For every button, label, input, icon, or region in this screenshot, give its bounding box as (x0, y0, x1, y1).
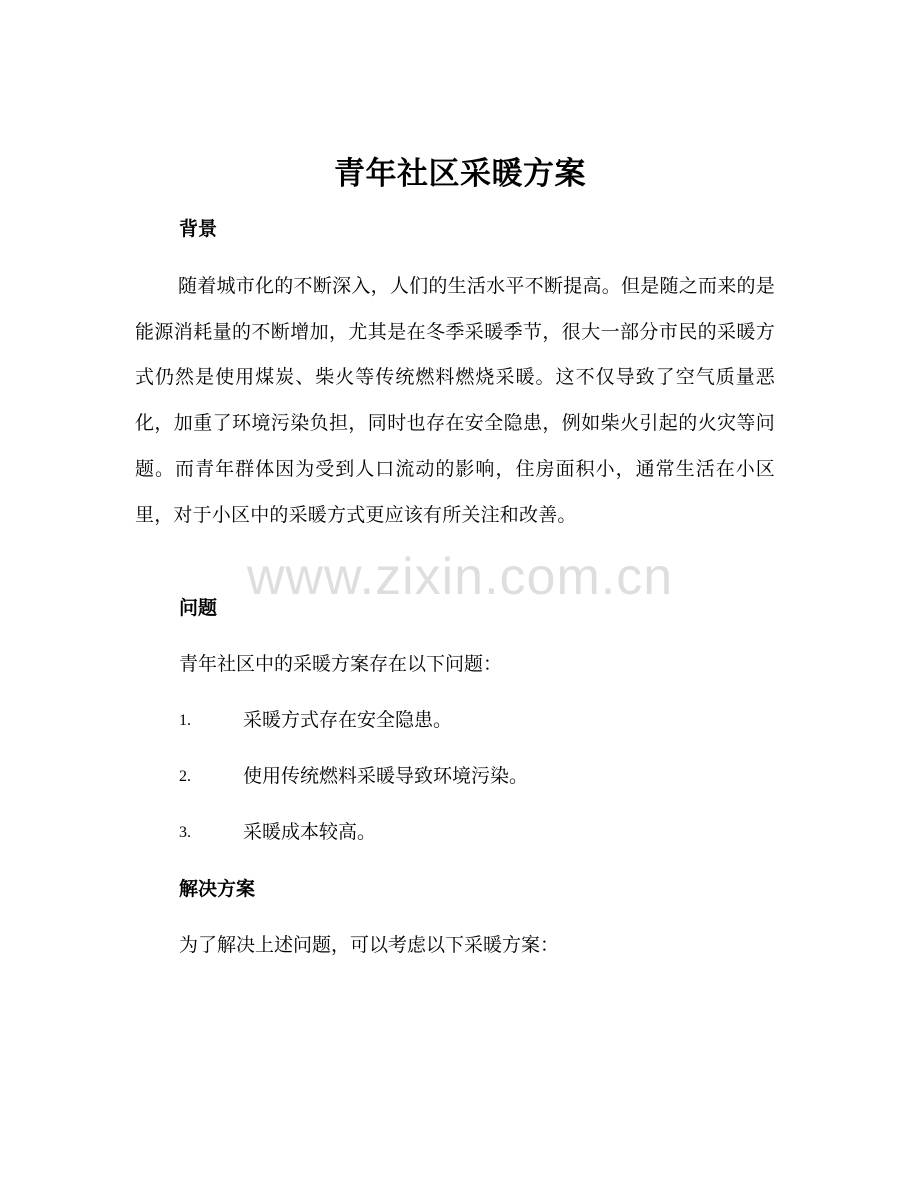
list-item-text: 采暖方式存在安全隐患。 (243, 709, 453, 731)
document-title: 青年社区采暖方案 (334, 156, 586, 192)
section-heading-background: 背景 (179, 218, 218, 240)
background-paragraph: 随着城市化的不断深入，人们的生活水平不断提高。但是随之而来的是能源消耗量的不断增加，尤其是在冬季采暖季节，很大一部分市民的采暖方式仍然是使用煤炭、柴火等传统燃料燃烧采暖。这不仅导致了空气质量恶化，加重了环境污染负担，同时也存在安全隐患，例如柴火引起的火灾等问题。而青年群体因为受到人口流动的影响，住房面积小，通常生活在小区里，对于小区中的采暖方式更应该有所关注和改善。 (135, 275, 775, 526)
section-heading-solution: 解决方案 (179, 878, 256, 900)
section-heading-problems: 问题 (179, 597, 218, 619)
list-item-number: 3. (179, 824, 191, 841)
problems-intro: 青年社区中的采暖方案存在以下问题： (179, 653, 503, 675)
list-item-text: 采暖成本较高。 (243, 821, 377, 843)
list-item-text: 使用传统燃料采暖导致环境污染。 (243, 765, 529, 787)
solution-intro: 为了解决上述问题，可以考虑以下采暖方案： (179, 934, 560, 956)
list-item-number: 1. (179, 712, 191, 729)
list-item-number: 2. (179, 768, 191, 785)
watermark: www.zixin.com.cn (246, 548, 674, 606)
